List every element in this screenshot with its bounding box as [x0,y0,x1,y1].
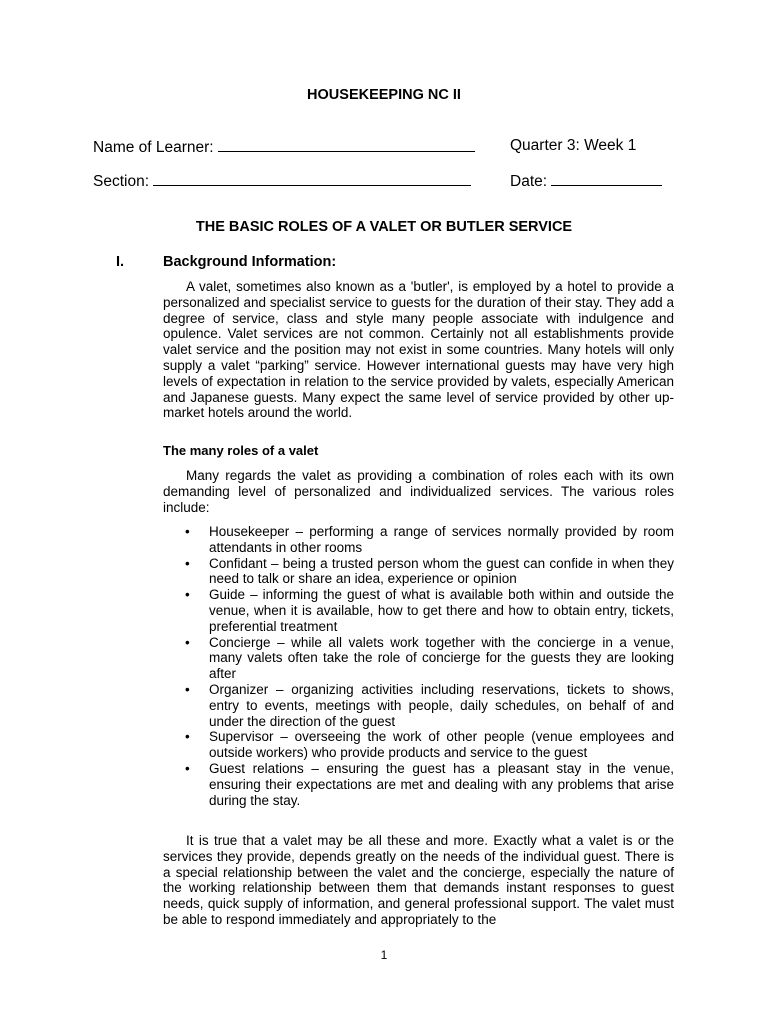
background-paragraph: A valet, sometimes also known as a 'butler', is employed by a hotel to provide a personalized and specialist service to guests for the duration of their stay. They add a degree of service, class and style many people associate with indulgence and opulence. Valet services are not common. Certainly not all establishments provide valet service and the position may not exist in some countries. Many hotels will only supply a valet “parking” service. However international guests may have very high levels of expectation in relation to the service provided by valets, especially American and Japanese guests. Many expect the same level of service provided by other up-market hotels around the world. [163,279,674,421]
role-text: Confidant – being a trusted person whom the guest can confide in when they need to talk or share an idea, experience or opinion [209,555,674,587]
role-text: Guide – informing the guest of what is available both within and outside the venue, when it is available, how to get there and how to obtain entry, tickets, preferential treatment [209,587,674,634]
learner-name-field [93,137,475,157]
date-blank[interactable] [551,171,662,186]
roles-intro-paragraph: Many regards the valet as providing a combination of roles each with its own demanding level of personalized and individualized services. The various roles include: [163,468,674,515]
list-item [163,729,674,761]
background-heading: Background Information: [163,254,337,270]
learner-name-label: Name of Learner: [93,139,214,156]
bullet: • [185,587,190,603]
closing-paragraph: It is true that a valet may be all these and more. Exactly what a valet is or the services they provide, depends greatly on the needs of the individual guest. There is a special relationship between the valet and the concierge, especially the nature of the working relationship between them that demands instant responses to guest needs, quick supply of information, and general professional support. The valet must be able to respond immediately and appropriately to the [163,833,674,927]
role-text: Housekeeper – performing a range of services normally provided by room attendants in other rooms [209,524,674,555]
roles-list [163,524,674,808]
list-item [163,635,674,682]
list-item [163,587,674,634]
date-field [510,171,662,191]
bullet: • [185,681,190,697]
bullet: • [185,634,190,650]
quarter-label: Quarter 3: Week 1 [510,137,637,154]
section-blank[interactable] [153,171,471,186]
bullet: • [185,760,190,776]
list-item [163,682,674,729]
bullet: • [185,555,190,571]
page-number: 1 [380,948,388,962]
role-text: Guest relations – ensuring the guest has a pleasant stay in the venue, ensuring their expectations are met and dealing with any problems that arise during the stay. [209,760,674,808]
document-title: HOUSEKEEPING NC II [307,87,461,103]
list-item [163,556,674,588]
section-label: Section: [93,173,150,190]
date-label: Date: [510,173,548,190]
main-title: THE BASIC ROLES OF A VALET OR BUTLER SERVICE [195,219,573,235]
roles-heading: The many roles of a valet [163,443,319,458]
role-text: Supervisor – overseeing the work of other people (venue employees and outside workers) who provide products and service to the guest [209,729,674,761]
bullet: • [185,729,190,745]
section-field [93,171,471,191]
learner-name-blank[interactable] [218,137,475,152]
role-text: Organizer – organizing activities including reservations, tickets to shows, entry to events, meetings with people, daily schedules, on behalf of and under the direction of the guest [209,681,674,729]
list-item [163,524,674,556]
role-text: Concierge – while all valets work together with the concierge in a venue, many valets often take the role of concierge for the guests they are looking after [209,634,674,682]
section-numeral: I. [116,254,125,270]
list-item [163,761,674,808]
bullet: • [185,524,190,539]
